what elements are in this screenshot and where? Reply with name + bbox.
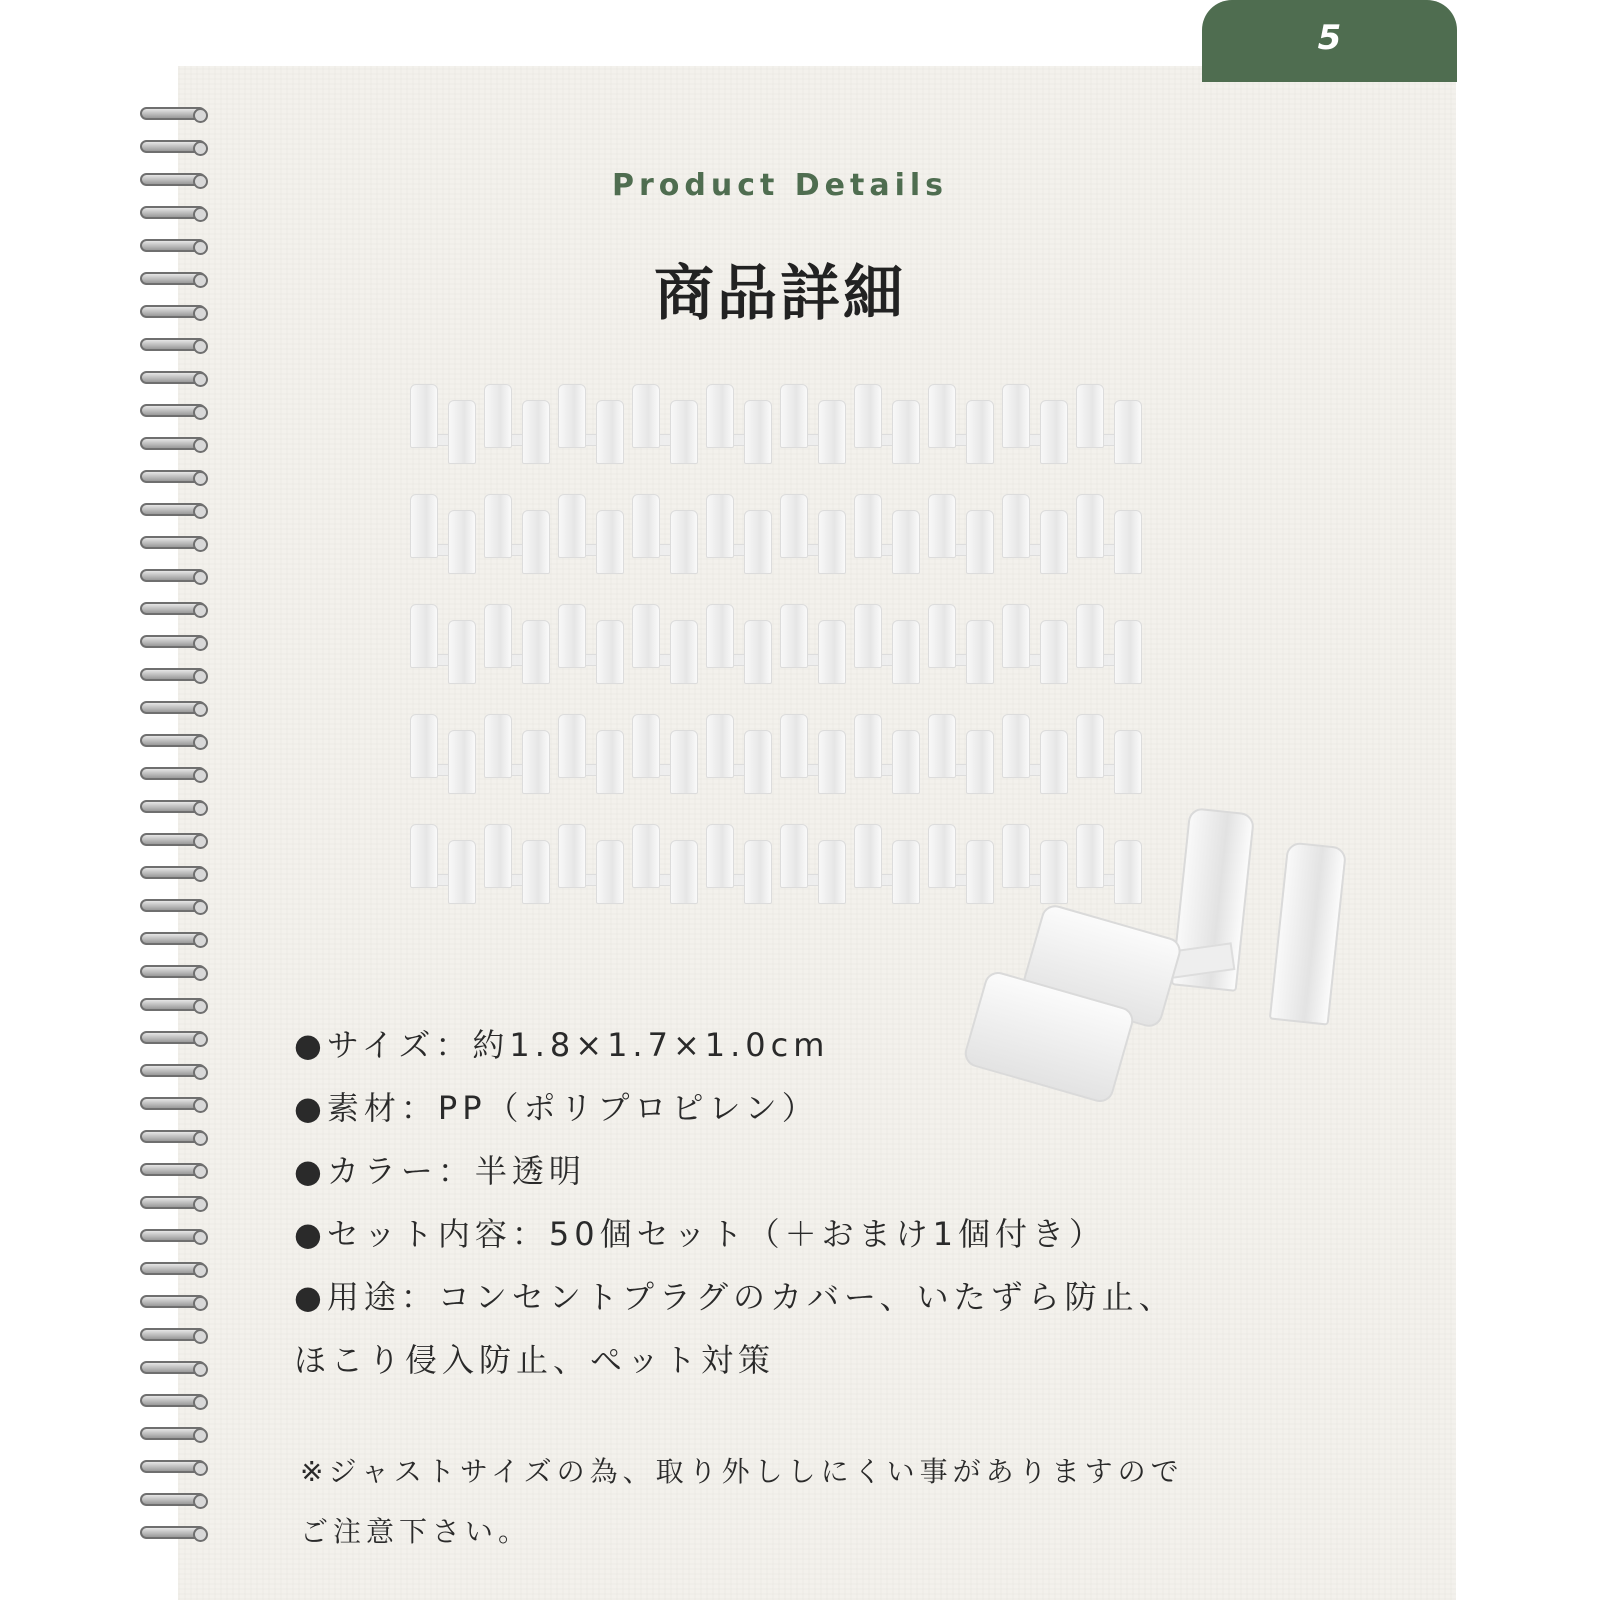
- spiral-ring: [140, 800, 206, 813]
- spiral-ring: [140, 965, 206, 978]
- caution-note-line: ご注意下さい。: [300, 1515, 532, 1548]
- clip-item: [1074, 714, 1148, 804]
- spiral-ring: [140, 734, 206, 747]
- clip-item: [482, 494, 556, 584]
- spiral-ring: [140, 1460, 206, 1473]
- spiral-ring: [140, 701, 206, 714]
- clip-item: [852, 494, 926, 584]
- clip-item: [704, 494, 778, 584]
- spec-usage: ●用途：コンセントプラグのカバー、いたずら防止、: [294, 1278, 1176, 1316]
- clip-item: [482, 384, 556, 474]
- spiral-ring: [140, 932, 206, 945]
- clip-item: [926, 494, 1000, 584]
- clip-item: [852, 384, 926, 474]
- clip-item: [1074, 494, 1148, 584]
- spiral-ring: [140, 1130, 206, 1143]
- clip-item: [630, 494, 704, 584]
- clip-item: [1074, 604, 1148, 694]
- clip-item: [926, 604, 1000, 694]
- clip-item: [778, 824, 852, 914]
- spiral-ring: [140, 635, 206, 648]
- clip-item: [704, 714, 778, 804]
- spec-usage-continued: ほこり侵入防止、ペット対策: [294, 1341, 776, 1379]
- clip-item: [408, 384, 482, 474]
- spiral-ring: [140, 1526, 206, 1539]
- clip-item: [778, 714, 852, 804]
- clip-item: [1000, 494, 1074, 584]
- spiral-ring: [140, 1262, 206, 1275]
- clip-item: [926, 384, 1000, 474]
- spiral-ring: [140, 536, 206, 549]
- page-title: 商品詳細: [654, 259, 906, 329]
- clip-item: [704, 384, 778, 474]
- spiral-ring: [140, 998, 206, 1011]
- spiral-ring: [140, 1427, 206, 1440]
- spec-color: ●カラー：半透明: [294, 1152, 586, 1190]
- clip-item: [926, 714, 1000, 804]
- caution-note: [300, 1442, 1360, 1562]
- spec-set-contents: ●セット内容：50個セット（＋おまけ1個付き）: [294, 1215, 1107, 1253]
- clip-item: [704, 824, 778, 914]
- spiral-ring: [140, 602, 206, 615]
- spiral-ring: [140, 899, 206, 912]
- clip-item: [704, 604, 778, 694]
- clip-item: [556, 384, 630, 474]
- spiral-ring: [140, 1493, 206, 1506]
- spiral-ring: [140, 1097, 206, 1110]
- clip-item: [1000, 604, 1074, 694]
- clip-item: [408, 824, 482, 914]
- spiral-ring: [140, 668, 206, 681]
- spiral-ring: [140, 1064, 206, 1077]
- clip-item: [556, 824, 630, 914]
- spiral-ring: [140, 833, 206, 846]
- clip-item: [630, 604, 704, 694]
- clip-item: [778, 494, 852, 584]
- page-number: 5: [1317, 18, 1342, 58]
- spiral-ring: [140, 1361, 206, 1374]
- spiral-ring: [140, 470, 206, 483]
- spec-size: ●サイズ：約1.8×1.7×1.0cm: [294, 1026, 830, 1064]
- clip-item: [778, 604, 852, 694]
- clip-item: [778, 384, 852, 474]
- spiral-ring: [140, 371, 206, 384]
- spiral-ring: [140, 1229, 206, 1242]
- spiral-ring: [140, 1163, 206, 1176]
- spiral-ring: [140, 866, 206, 879]
- spiral-ring: [140, 338, 206, 351]
- clip-item: [482, 604, 556, 694]
- spiral-ring: [140, 107, 206, 120]
- clip-item: [852, 714, 926, 804]
- clip-item: [1000, 714, 1074, 804]
- spiral-ring: [140, 569, 206, 582]
- spiral-ring: [140, 437, 206, 450]
- spiral-ring: [140, 1196, 206, 1209]
- spiral-ring: [140, 1295, 206, 1308]
- spiral-ring: [140, 1328, 206, 1341]
- clip-item: [408, 604, 482, 694]
- clip-item: [408, 714, 482, 804]
- clip-item: [852, 604, 926, 694]
- spiral-ring: [140, 1394, 206, 1407]
- spiral-ring: [140, 1031, 206, 1044]
- spec-material: ●素材：PP（ポリプロピレン）: [294, 1089, 819, 1127]
- clip-item: [852, 824, 926, 914]
- spiral-ring: [140, 767, 206, 780]
- caution-note-line: ※ジャストサイズの為、取り外ししにくい事がありますので: [300, 1455, 1184, 1488]
- clip-item: [556, 604, 630, 694]
- clip-item: [556, 494, 630, 584]
- spiral-ring: [140, 404, 206, 417]
- section-subtitle: Product Details: [611, 168, 949, 203]
- clip-item: [630, 714, 704, 804]
- clip-item: [630, 824, 704, 914]
- clip-item: [408, 494, 482, 584]
- spiral-ring: [140, 503, 206, 516]
- clip-item: [630, 384, 704, 474]
- spec-list: [294, 1014, 1354, 1392]
- spiral-ring: [140, 206, 206, 219]
- page-number-tab: [1202, 0, 1457, 82]
- clip-item: [1000, 384, 1074, 474]
- clip-item: [482, 714, 556, 804]
- clip-item: [482, 824, 556, 914]
- spiral-ring: [140, 140, 206, 153]
- clip-item: [1074, 384, 1148, 474]
- clip-item: [556, 714, 630, 804]
